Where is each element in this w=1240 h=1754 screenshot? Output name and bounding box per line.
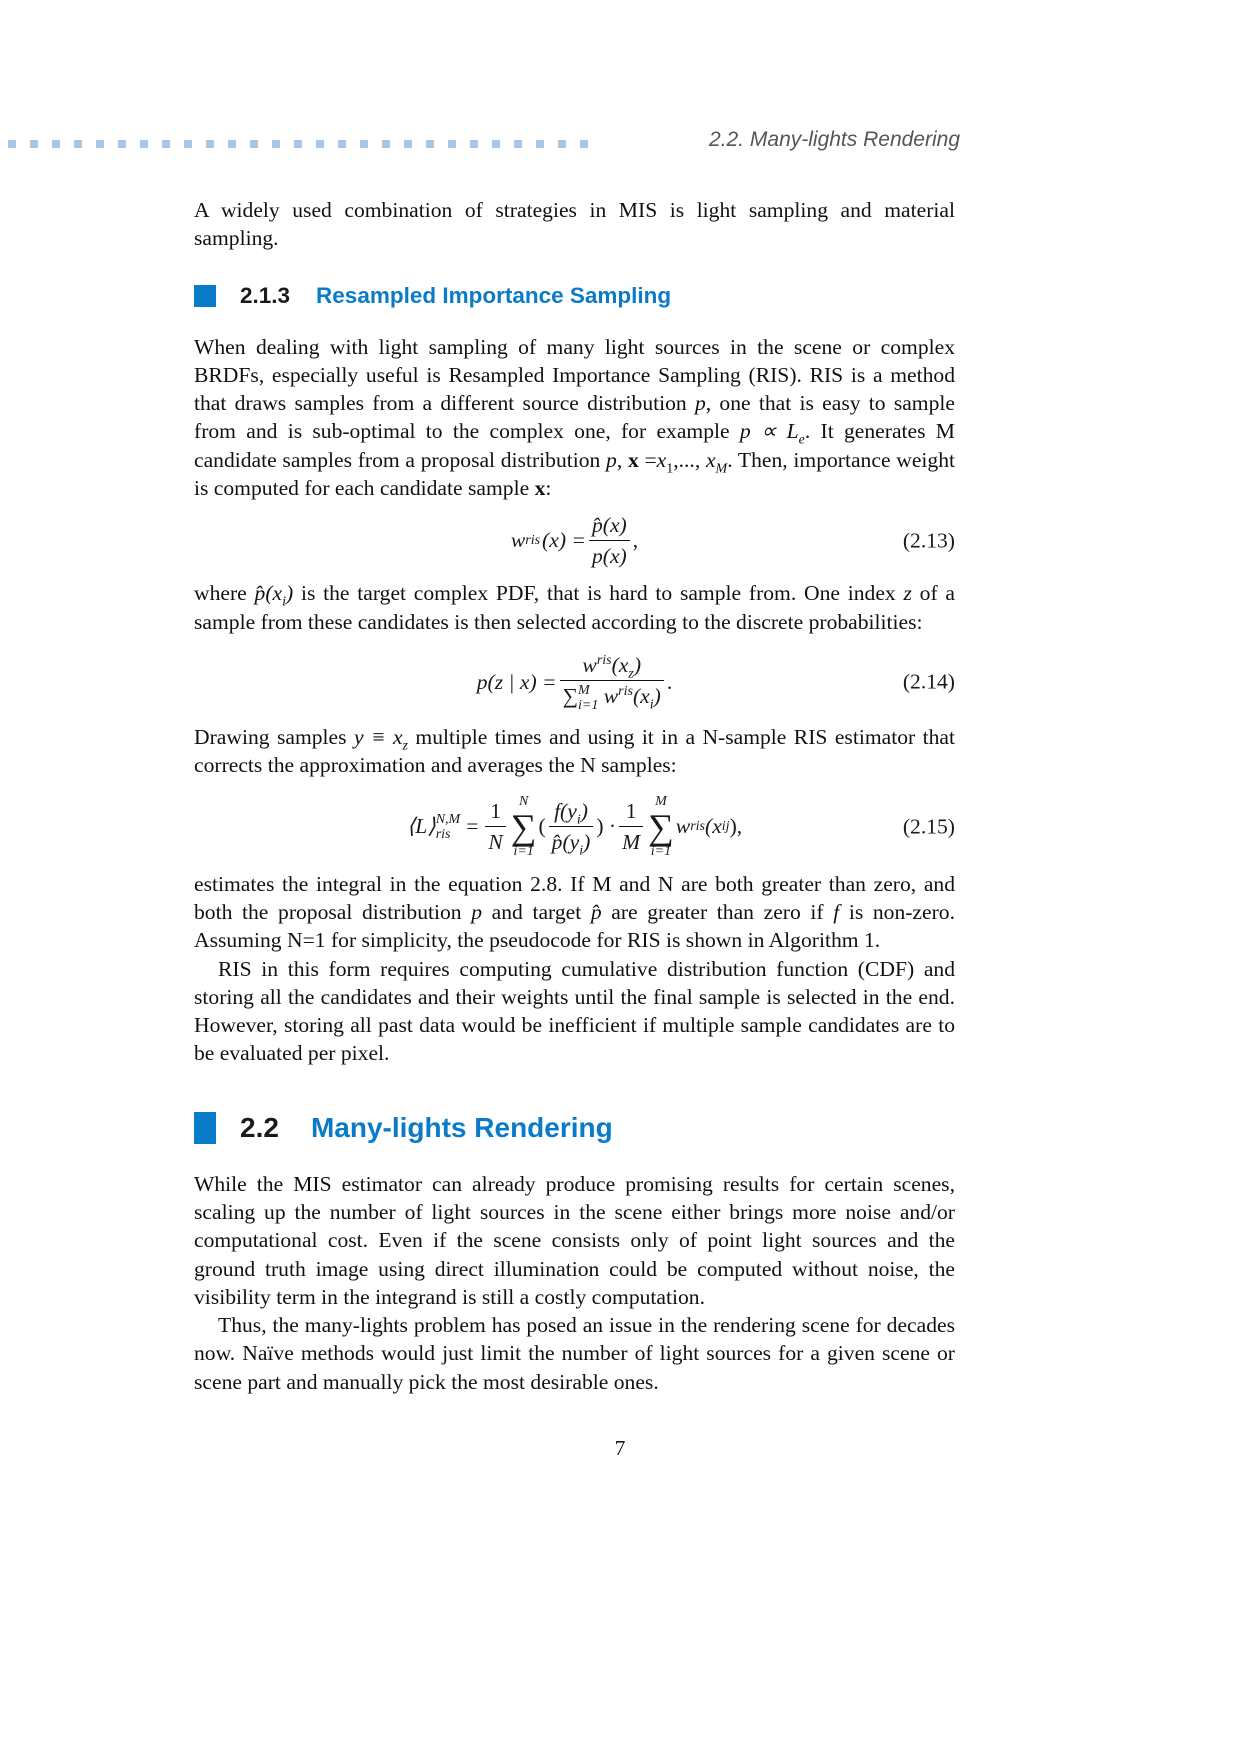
sum-lower: i=1: [650, 843, 672, 859]
math-sub: i: [579, 843, 584, 859]
math-sub: i: [649, 697, 654, 713]
math: ): [653, 683, 661, 708]
equation-number: (2.15): [902, 814, 955, 839]
intro-text: A widely used combination of strategies in MIS is light sampling and material sampling.: [194, 198, 955, 251]
math: p̂: [590, 899, 602, 924]
text: =: [638, 447, 657, 472]
math: =: [466, 814, 479, 839]
header-dot: [52, 140, 60, 148]
text: is the target complex PDF, that is hard to sample from. One index: [293, 581, 904, 606]
sum-symbol: ∑: [562, 683, 579, 708]
text: , one that is easy to sample from and is sub-optimal to the complex one, for example: [194, 391, 955, 444]
math: (x: [632, 683, 650, 708]
many-lights-paragraph-1: While the MIS estimator can already produce promising results for certain scenes, scaling up the number of light sources in the scene either brings more noise and/or computational cost. Even if the scene consists only of point light sources and the ground truth image using direct illumination could be computed without noise, the visibility term in the integrand is still a costly computation.: [194, 1171, 955, 1309]
math-sub: M: [715, 461, 728, 477]
math-sup: N,M: [435, 811, 461, 827]
math: ,: [632, 528, 639, 553]
math: f(y: [554, 799, 577, 824]
math-sub: i=1: [578, 698, 599, 714]
section-title: Many-lights Rendering: [310, 1111, 613, 1143]
text: and target: [482, 899, 591, 924]
math: p: [471, 899, 483, 924]
section-number: 2.1.3: [240, 282, 291, 308]
text: are greater than zero if: [601, 899, 834, 924]
section-marker-icon: [194, 1112, 216, 1144]
math-sup: ris: [525, 532, 541, 548]
text: ,...,: [673, 447, 706, 472]
math: ): [580, 799, 588, 824]
sum-upper: M: [655, 793, 667, 809]
math: ⟨L⟩: [406, 814, 436, 839]
numerator: 1: [490, 799, 501, 824]
header-dot: [8, 140, 16, 148]
numerator: [579, 652, 644, 680]
denominator: M: [619, 826, 643, 855]
math: ): [633, 652, 642, 677]
fraction: [589, 512, 630, 569]
math-prop: p ∝ L: [739, 419, 799, 444]
ris-paragraph-3: [194, 723, 955, 780]
denominator: N: [485, 826, 505, 855]
text: ,: [616, 447, 628, 472]
math-sub: i: [282, 594, 286, 610]
text: . It generates M candidate samples from a proposal distribution: [194, 419, 956, 472]
math: ) ·: [596, 814, 617, 839]
header-dot: [162, 140, 170, 148]
section-heading-2-2: [194, 1110, 955, 1146]
math: ): [285, 581, 294, 606]
math-p: p: [694, 391, 706, 416]
many-lights-paragraph-2: Thus, the many-lights problem has posed an issue in the rendering scene for decades now. Naïve methods would just limit the number of light sources for a given scene or scene part and manually pick the most desirable ones.: [194, 1313, 955, 1394]
text: multiple times and using it in a N-sample RIS estimator that corrects the approximation and averages the N samples:: [194, 725, 955, 778]
sum-symbol: ∑: [510, 806, 537, 847]
equation-2-13: [194, 512, 955, 569]
numerator: [551, 798, 591, 826]
sum-operator: [511, 794, 537, 860]
math: p(z | x) =: [476, 669, 557, 694]
page-number: 7: [614, 1436, 626, 1461]
header-dot: [184, 140, 192, 148]
math: w: [675, 814, 691, 839]
text: . Then, importance weight is computed for each candidate sample: [194, 447, 956, 501]
math-sup: ris: [596, 652, 612, 668]
math-sub: ij: [721, 818, 730, 834]
header-dot: [96, 140, 104, 148]
math: z: [903, 581, 912, 606]
math-x: x: [656, 447, 667, 472]
denominator: [560, 680, 664, 713]
math-p: p: [606, 447, 617, 472]
main-column: [194, 0, 955, 1581]
sum-operator: [648, 794, 674, 860]
section-number: 2.2: [240, 1111, 279, 1143]
equation-number: (2.13): [902, 528, 955, 553]
equation-number: (2.14): [902, 669, 955, 694]
math-sub: z: [628, 666, 634, 682]
math-x: x: [705, 447, 716, 472]
math: p̂(x: [254, 581, 283, 606]
equation-2-15: [194, 794, 955, 860]
math-sub: i: [576, 812, 581, 828]
math: ),: [729, 814, 743, 839]
math-sub: 1: [666, 461, 674, 477]
denominator: p(x): [589, 540, 630, 569]
math: .: [666, 669, 673, 694]
ris-paragraph-1: [194, 333, 955, 503]
math: (x: [705, 814, 722, 839]
running-title: 2.2. Many-lights Rendering: [709, 128, 960, 151]
ris-paragraph-2: [194, 579, 955, 636]
ris-paragraph-4: [194, 870, 955, 1068]
math-sub: ris: [435, 826, 451, 842]
math-sub: e: [798, 432, 805, 448]
fraction: [619, 798, 643, 855]
math-sup: ris: [618, 683, 633, 699]
math-sup: M: [578, 683, 590, 699]
sum-lower: i=1: [513, 843, 534, 859]
math: (x) =: [542, 528, 586, 553]
ris-paragraph-5: RIS in this form requires computing cumulative distribution function (CDF) and storing all the candidates and their weights until the final sample is selected in the end. However, storing all past data would be inefficient if multiple sample candidates are to be evaluated per pixel.: [194, 956, 955, 1066]
math: ): [583, 830, 591, 855]
numerator: 1: [625, 799, 637, 824]
math-bold-x: x: [534, 476, 546, 501]
text: :: [545, 476, 552, 501]
numerator: p̂(x): [591, 513, 627, 538]
sum-upper: N: [518, 793, 529, 809]
equation-2-14: [194, 652, 955, 713]
math: (: [538, 814, 546, 839]
math: w: [598, 683, 619, 708]
fraction: [485, 798, 505, 855]
text: Drawing samples: [194, 725, 354, 750]
text: is non-zero. Assuming N=1 for simplicity, the pseudocode for RIS is shown in Algorithm 1.: [194, 899, 955, 953]
section-title: Resampled Importance Sampling: [316, 282, 672, 308]
math: w: [510, 528, 526, 553]
math: f: [833, 899, 840, 924]
text: When dealing with light sampling of many light sources in the scene or complex BRDFs, especially useful is Resampled Importance Sampling (RIS). RIS is a method that draws samples from a different source distribution: [194, 334, 955, 416]
denominator: [549, 826, 594, 859]
section-marker-icon: [194, 285, 216, 307]
header-dot: [30, 140, 38, 148]
math-bold-x: x: [627, 447, 639, 472]
math: p̂(y: [551, 830, 580, 855]
fraction: [560, 652, 664, 713]
math: (x: [611, 652, 629, 677]
intro-paragraph: [194, 196, 955, 253]
header-dot: [74, 140, 82, 148]
fraction: [549, 798, 594, 859]
math: w: [582, 652, 597, 677]
math-sup: ris: [690, 818, 705, 834]
text: of a sample from these candidates is then selected according to the discrete probabilities:: [194, 581, 955, 634]
section-heading-2-1-3: [194, 281, 955, 311]
math: y ≡ x: [353, 725, 403, 750]
text: estimates the integral in the equation 2.8. If M and N are both greater than zero, and both the proposal distribution: [194, 871, 955, 924]
many-lights-paragraphs: [194, 1170, 955, 1396]
math-sub: z: [402, 738, 408, 754]
header-dot: [140, 140, 148, 148]
sum-symbol: ∑: [648, 806, 674, 847]
text: where: [194, 581, 255, 606]
header-dot: [118, 140, 126, 148]
